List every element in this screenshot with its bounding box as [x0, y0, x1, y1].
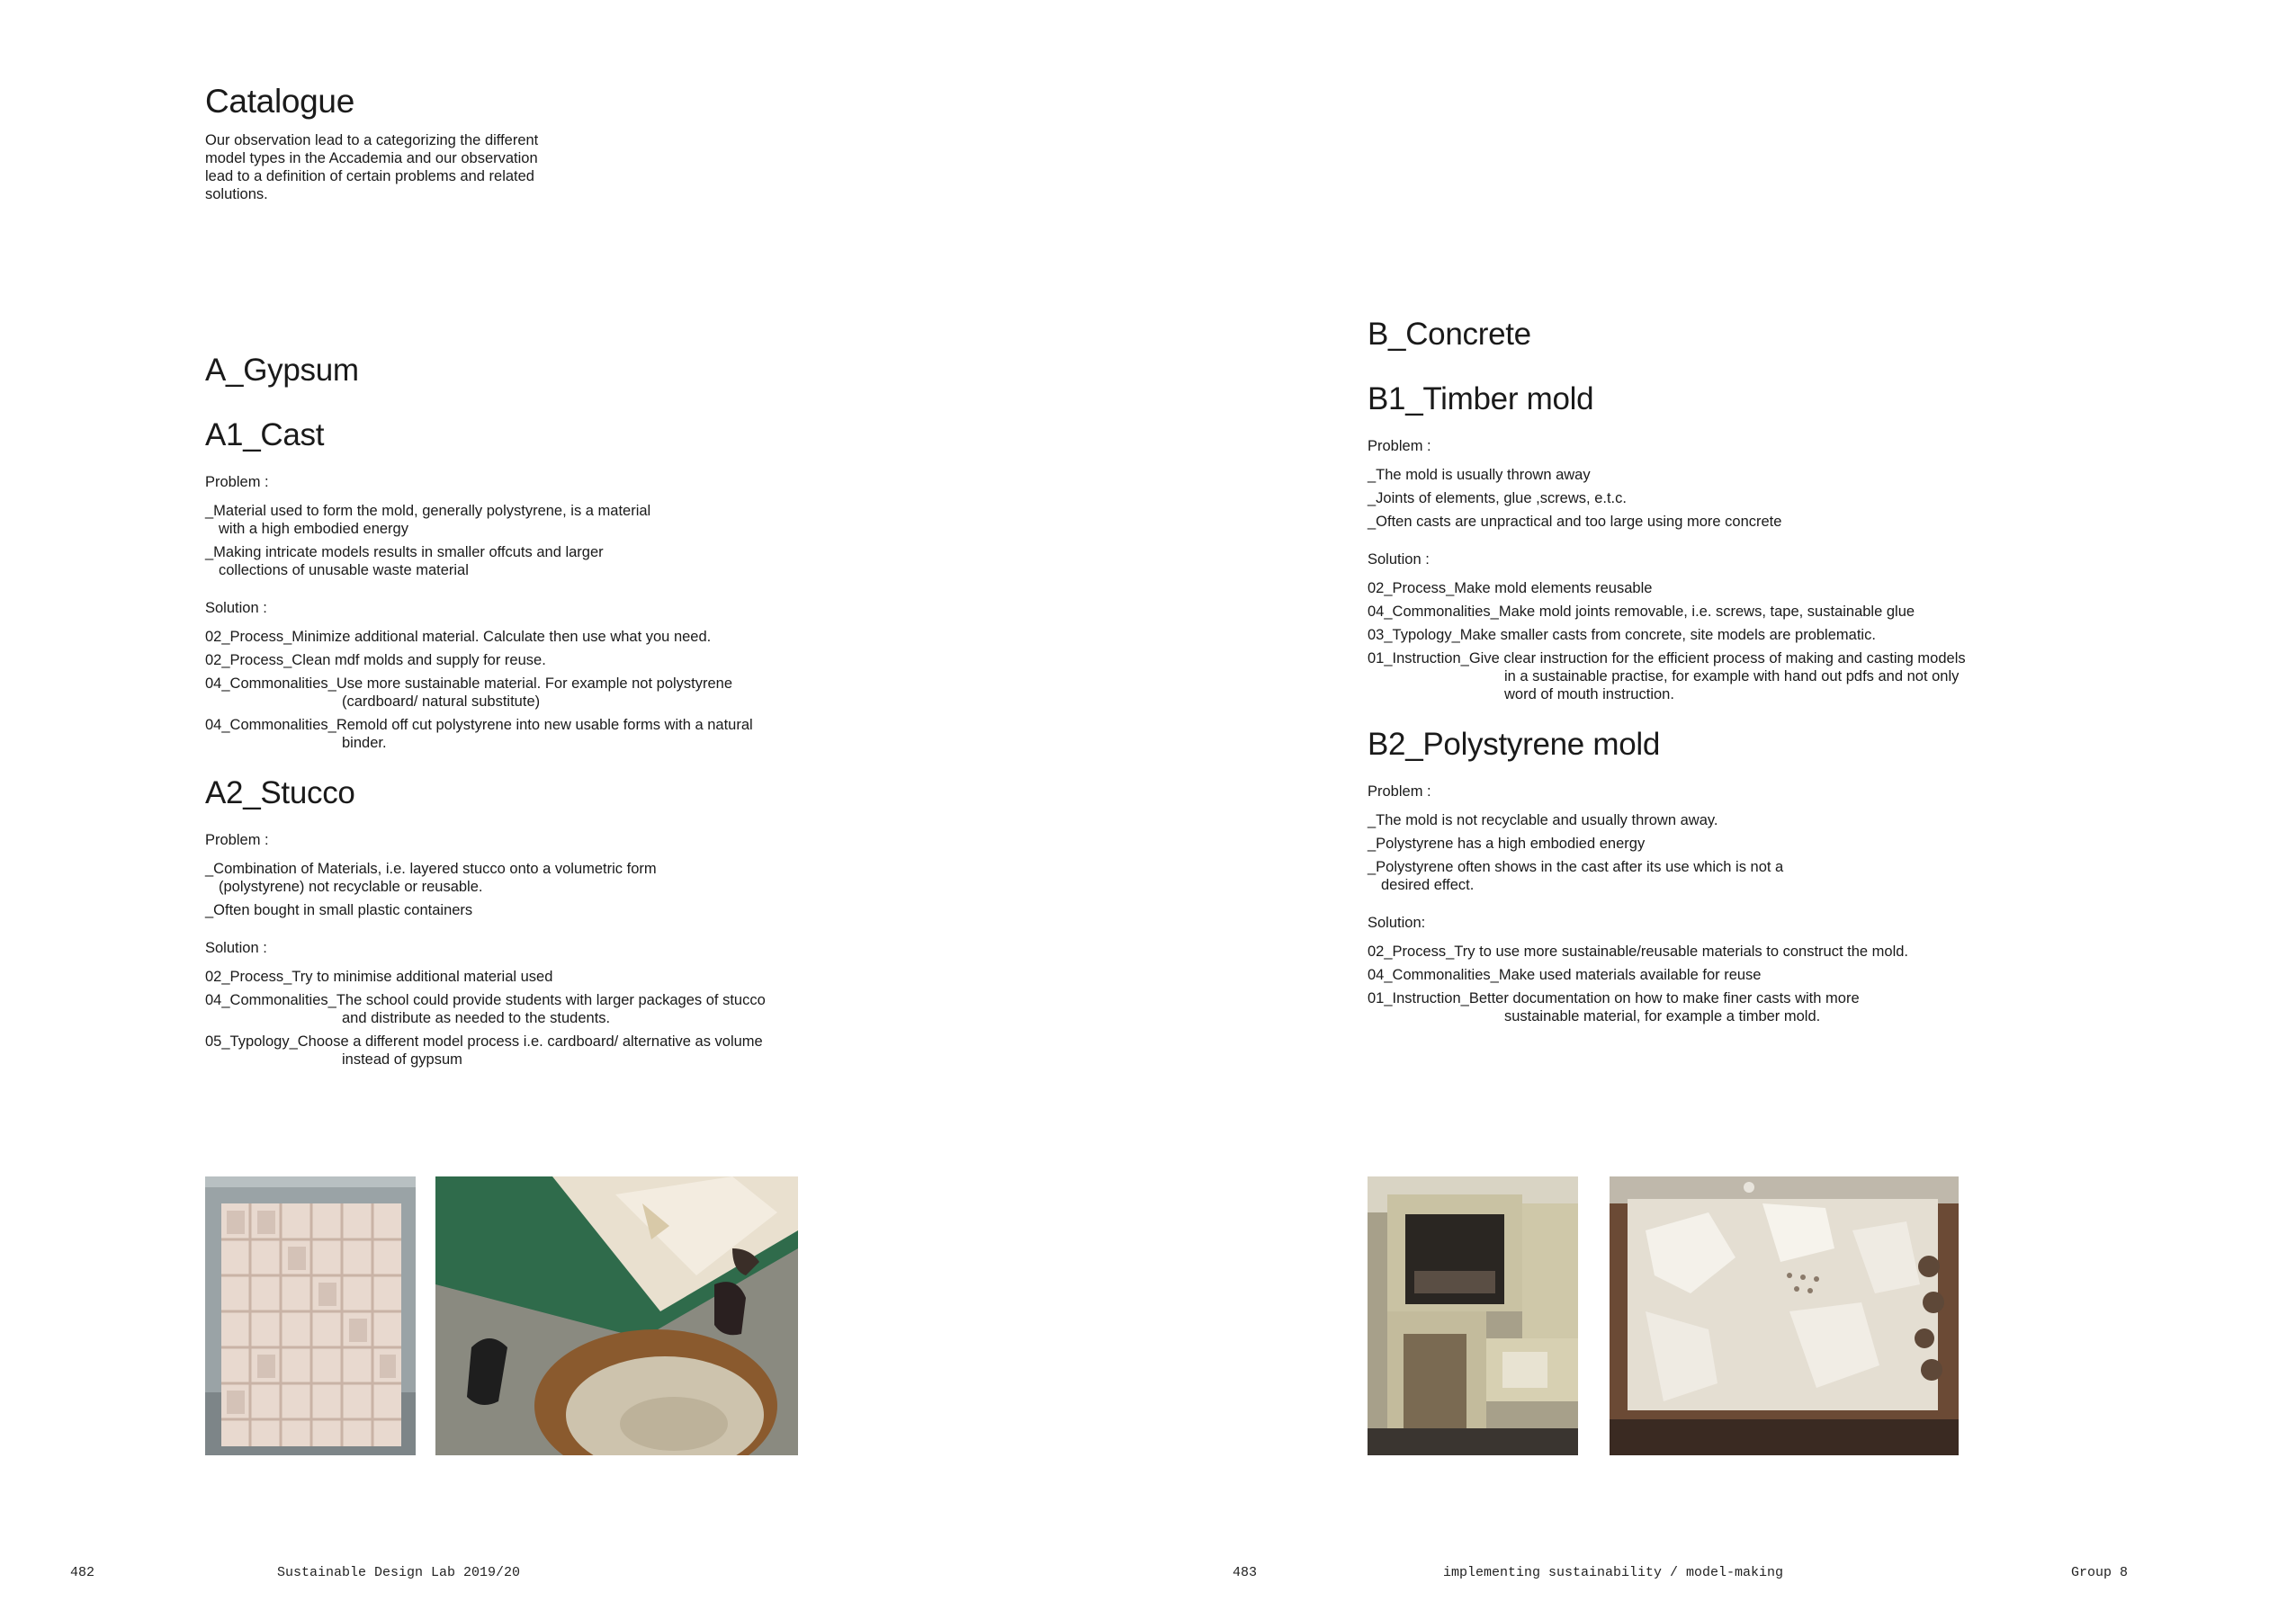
problem-item: _Often casts are unpractical and too large using more concrete — [1368, 514, 1782, 530]
subsection-b2-polystyrene-mold — [1368, 727, 1909, 1025]
page-title: Catalogue — [205, 83, 354, 120]
photo-gypsum-cast-facade — [205, 1176, 416, 1455]
subsection-a1-cast — [205, 417, 753, 752]
subsection-heading: B2_Polystyrene mold — [1368, 727, 1661, 762]
solution-item: 02_Process_Clean mdf molds and supply for reuse. — [205, 652, 546, 668]
solution-item: 02_Process_Minimize additional material. Calculate then use what you need. — [205, 629, 712, 645]
solution-item: 03_Typology_Make smaller casts from concrete, site models are problematic. — [1368, 627, 1876, 643]
solution-item: 02_Process_Try to minimise additional material used — [205, 969, 553, 985]
solution-item: 05_Typology_Choose a different model process i.e. cardboard/ alternative as volume instead of gypsum — [205, 1033, 763, 1068]
page-number-right: 483 — [1233, 1565, 1258, 1580]
problem-item: _Making intricate models results in smaller offcuts and larger collections of unusable waste material — [205, 544, 604, 578]
subsection-b1-timber-mold — [1368, 381, 1966, 703]
solution-item: 01_Instruction_Better documentation on how to make finer casts with more sustainable material, for example a timber mold. — [1368, 990, 1860, 1024]
problem-item: _The mold is usually thrown away — [1368, 467, 1591, 483]
photo-concrete-timber-mold — [1368, 1176, 1578, 1455]
solution-item: 04_Commonalities_Make used materials available for reuse — [1368, 967, 1762, 983]
solution-label: Solution : — [205, 600, 267, 616]
problem-item: _Material used to form the mold, generally polystyrene, is a material with a high embodied energy — [205, 503, 651, 537]
solution-label: Solution : — [1368, 551, 1430, 568]
problem-item: _Often bought in small plastic containers — [205, 902, 473, 918]
problem-label: Problem : — [205, 832, 269, 848]
problem-item: _Joints of elements, glue ,screws, e.t.c. — [1368, 490, 1627, 506]
problem-label: Problem : — [1368, 783, 1431, 800]
right-column — [1368, 317, 1966, 1031]
running-title-right: implementing sustainability / model-making — [1443, 1565, 1784, 1580]
group-label: Group 8 — [2071, 1565, 2129, 1580]
solution-item: 04_Commonalities_Make mold joints removable, i.e. screws, tape, sustainable glue — [1368, 604, 1915, 620]
solution-item: 04_Commonalities_The school could provide students with larger packages of stucco and distribute as needed to the students. — [205, 992, 766, 1026]
left-column — [205, 353, 766, 1074]
problem-item: _Polystyrene often shows in the cast after its use which is not a desired effect. — [1368, 859, 1784, 893]
section-heading-b-concrete: B_Concrete — [1368, 317, 1531, 352]
solution-label: Solution : — [205, 940, 267, 956]
problem-item: _The mold is not recyclable and usually thrown away. — [1368, 812, 1718, 828]
subsection-heading: A2_Stucco — [205, 775, 355, 810]
subsection-heading: B1_Timber mold — [1368, 381, 1594, 416]
solution-item: 04_Commonalities_Use more sustainable material. For example not polystyrene (cardboard/ natural substitute) — [205, 675, 733, 710]
solution-label: Solution: — [1368, 915, 1426, 931]
solution-item: 02_Process_Try to use more sustainable/reusable materials to construct the mold. — [1368, 944, 1909, 960]
subsection-heading: A1_Cast — [205, 417, 325, 452]
problem-label: Problem : — [205, 474, 269, 490]
solution-item: 04_Commonalities_Remold off cut polystyrene into new usable forms with a natural binder. — [205, 717, 753, 751]
photo-stucco-bucket — [435, 1176, 798, 1455]
photo-site-model-cast — [1610, 1176, 1959, 1455]
subsection-a2-stucco — [205, 775, 766, 1069]
problem-item: _Combination of Materials, i.e. layered stucco onto a volumetric form (polystyrene) not recyclable or reusable. — [205, 861, 657, 895]
problem-label: Problem : — [1368, 438, 1431, 454]
intro-paragraph: Our observation lead to a categorizing the different model types in the Accademia and our observation lead to a definition of certain problems and related solutions. — [205, 132, 539, 202]
problem-item: _Polystyrene has a high embodied energy — [1368, 836, 1646, 852]
solution-item: 01_Instruction_Give clear instruction for the efficient process of making and casting models in a sustainable practise, for example with hand out pdfs and not only word of mouth instruction. — [1368, 650, 1966, 702]
page-number-left: 482 — [70, 1565, 95, 1580]
solution-item: 02_Process_Make mold elements reusable — [1368, 580, 1653, 596]
section-heading-a-gypsum: A_Gypsum — [205, 353, 359, 388]
running-title-left: Sustainable Design Lab 2019/20 — [277, 1565, 521, 1580]
